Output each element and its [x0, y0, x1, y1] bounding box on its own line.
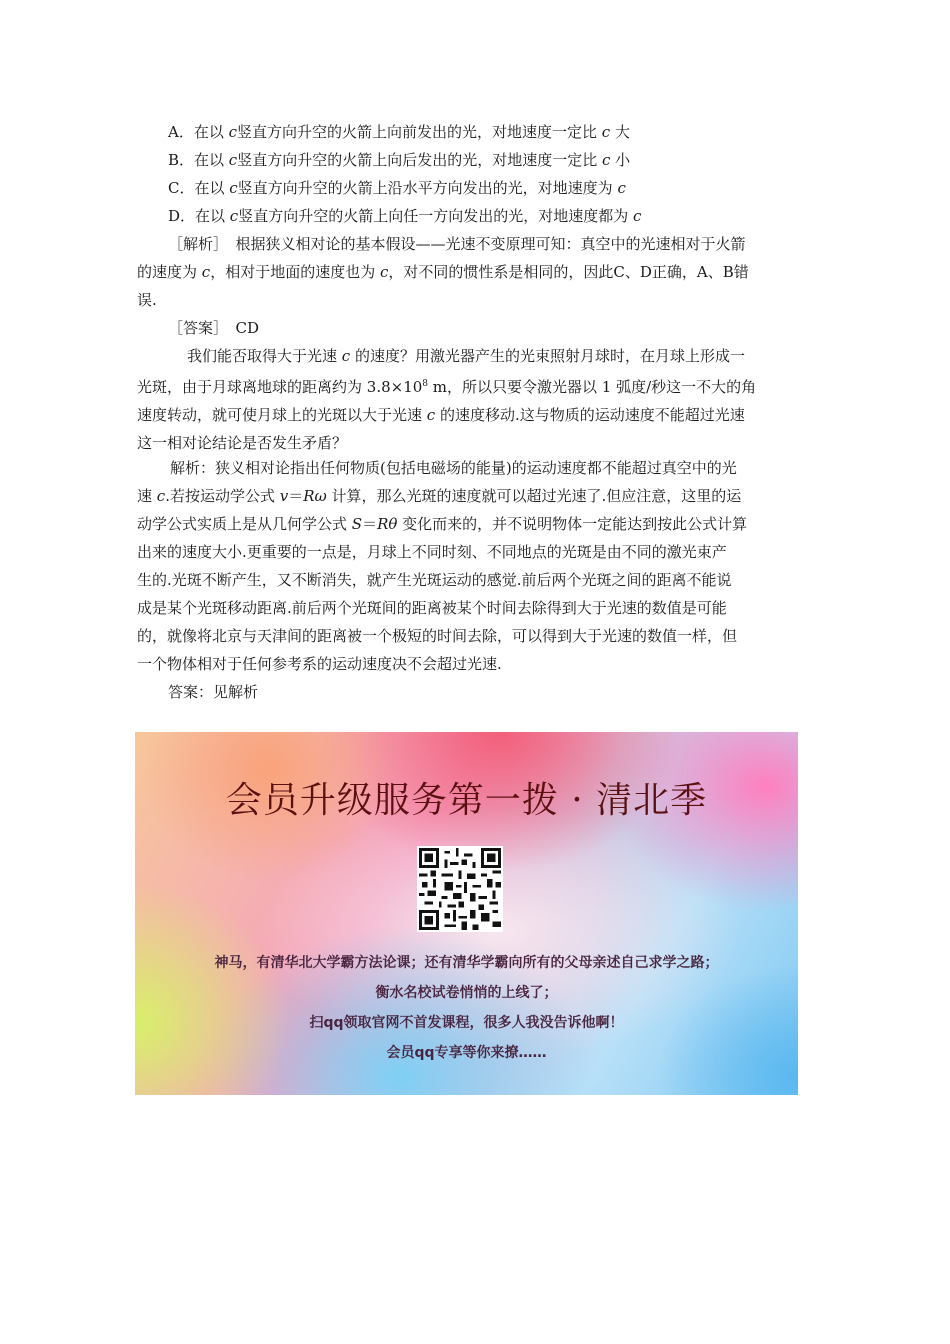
variable-c: c	[228, 123, 238, 141]
analysis-text: 的速度为	[137, 263, 202, 281]
option-text: 竖直方向升空的火箭上向任一方向发出的光，对地速度都为	[238, 207, 633, 225]
analysis-line: 成是某个光斑移动距离.前后两个光斑间的距离被某个时间去除得到大于光速的数值是可能	[137, 599, 727, 617]
question-text: 的速度移动.这与物质的运动速度不能超过光速	[435, 406, 745, 424]
qr-code-icon[interactable]	[417, 846, 503, 932]
question-text: 我们能否取得大于光速	[187, 347, 342, 365]
variable-c: c	[229, 179, 238, 197]
analysis-line: ［解析］ 根据狭义相对论的基本假设——光速不变原理可知：真空中的光速相对于火箭	[168, 235, 746, 253]
option-text: A．在以	[168, 123, 229, 141]
variable-c: c	[601, 151, 611, 169]
analysis-line	[137, 510, 815, 538]
question-line	[137, 342, 815, 370]
exponent: 8	[422, 379, 429, 389]
option-a	[168, 118, 630, 146]
answer-label-1: ［答案］ CD	[168, 319, 260, 337]
formula-var: Rθ	[377, 515, 398, 533]
analysis-line: 生的.光斑不断产生，又不断消失，就产生光斑运动的感觉.前后两个光斑之间的距离不能说	[137, 571, 732, 589]
option-text: 竖直方向升空的火箭上向后发出的光，对地速度一定比	[237, 151, 602, 169]
option-text: 大	[610, 123, 630, 141]
formula-eq: ＝	[288, 487, 304, 505]
variable-c: c	[229, 207, 239, 225]
analysis-line: 一个物体相对于任何参考系的运动速度决不会超过光速.	[137, 655, 502, 673]
question-line: 这一相对论结论是否发生矛盾？	[137, 434, 348, 452]
analysis-line: 的，就像将北京与天津间的距离被一个极短的时间去除，可以得到大于光速的数值一样，但	[137, 627, 738, 645]
option-text: D．在以	[168, 207, 230, 225]
variable-c: c	[617, 179, 626, 197]
banner-line: 会员qq专享等你来撩……	[386, 1045, 547, 1061]
analysis-text: 速	[137, 487, 157, 505]
analysis-block-1	[137, 230, 815, 314]
banner-title: 会员升级服务第一拨 · 清北季	[225, 780, 708, 821]
banner-line: 神马，有清华北大学霸方法论课；还有清华学霸向所有的父母亲述自己求学之路；	[214, 955, 719, 971]
analysis-line	[137, 482, 815, 510]
question-text: 的速度？用激光器产生的光束照射月球时，在月球上形成一	[350, 347, 745, 365]
question-block-2	[137, 342, 815, 457]
variable-c: c	[426, 406, 436, 424]
formula-var: v	[279, 487, 289, 505]
formula-eq: ＝	[362, 515, 378, 533]
analysis-text: ，对不同的惯性系是相同的，因此C、D正确，A、B错	[388, 263, 749, 281]
analysis-text: 变化而来的，并不说明物体一定能达到按此公式计算	[397, 515, 748, 533]
banner-line: 扫qq领取官网不首发课程，很多人我没告诉他啊！	[309, 1015, 624, 1031]
question-text: 光斑，由于月球离地球的距离约为 3.8×10	[137, 378, 423, 396]
promo-banner	[135, 732, 798, 1095]
option-text: 小	[610, 151, 631, 169]
variable-c: c	[341, 347, 351, 365]
question-text: 速度转动，就可使月球上的光斑以大于光速	[137, 406, 427, 424]
variable-c: c	[156, 487, 166, 505]
analysis-line: 解析：狭义相对论指出任何物质(包括电磁场的能量)的运动速度都不能超过真空中的光	[170, 459, 737, 477]
analysis-text: 计算，那么光斑的速度就可以超过光速了.但应注意，这里的运	[326, 487, 742, 505]
formula-var: Rω	[303, 487, 327, 505]
analysis-text: ，相对于地面的速度也为	[210, 263, 380, 281]
question-line	[137, 370, 815, 401]
analysis-text: .若按运动学公式	[165, 487, 280, 505]
banner-line: 衡水名校试卷悄悄的上线了；	[375, 985, 558, 1001]
banner-text-list	[135, 948, 798, 1068]
option-text: 竖直方向升空的火箭上向前发出的光，对地速度一定比	[237, 123, 602, 141]
option-text: 竖直方向升空的火箭上沿水平方向发出的光，对地速度为	[237, 179, 618, 197]
analysis-line	[137, 258, 815, 286]
option-d	[168, 202, 641, 230]
variable-c: c	[632, 207, 642, 225]
analysis-text: 动学公式实质上是从几何学公式	[137, 515, 352, 533]
option-b	[168, 146, 630, 174]
question-line	[137, 401, 815, 429]
option-text: B．在以	[168, 151, 229, 169]
variable-c: c	[228, 151, 238, 169]
variable-c: c	[201, 263, 211, 281]
analysis-line: 误.	[137, 291, 157, 309]
question-text: m，所以只要令激光器以 1 弧度/秒这一不大的角	[428, 378, 757, 396]
variable-c: c	[379, 263, 389, 281]
option-text: C．在以	[168, 179, 230, 197]
variable-c: c	[601, 123, 611, 141]
answer-label-2: 答案：见解析	[168, 683, 259, 701]
analysis-block-2	[137, 454, 815, 678]
formula-var: S	[351, 515, 363, 533]
analysis-line: 出来的速度大小.更重要的一点是，月球上不同时刻、不同地点的光斑是由不同的激光束产	[137, 543, 727, 561]
option-c	[168, 174, 626, 202]
